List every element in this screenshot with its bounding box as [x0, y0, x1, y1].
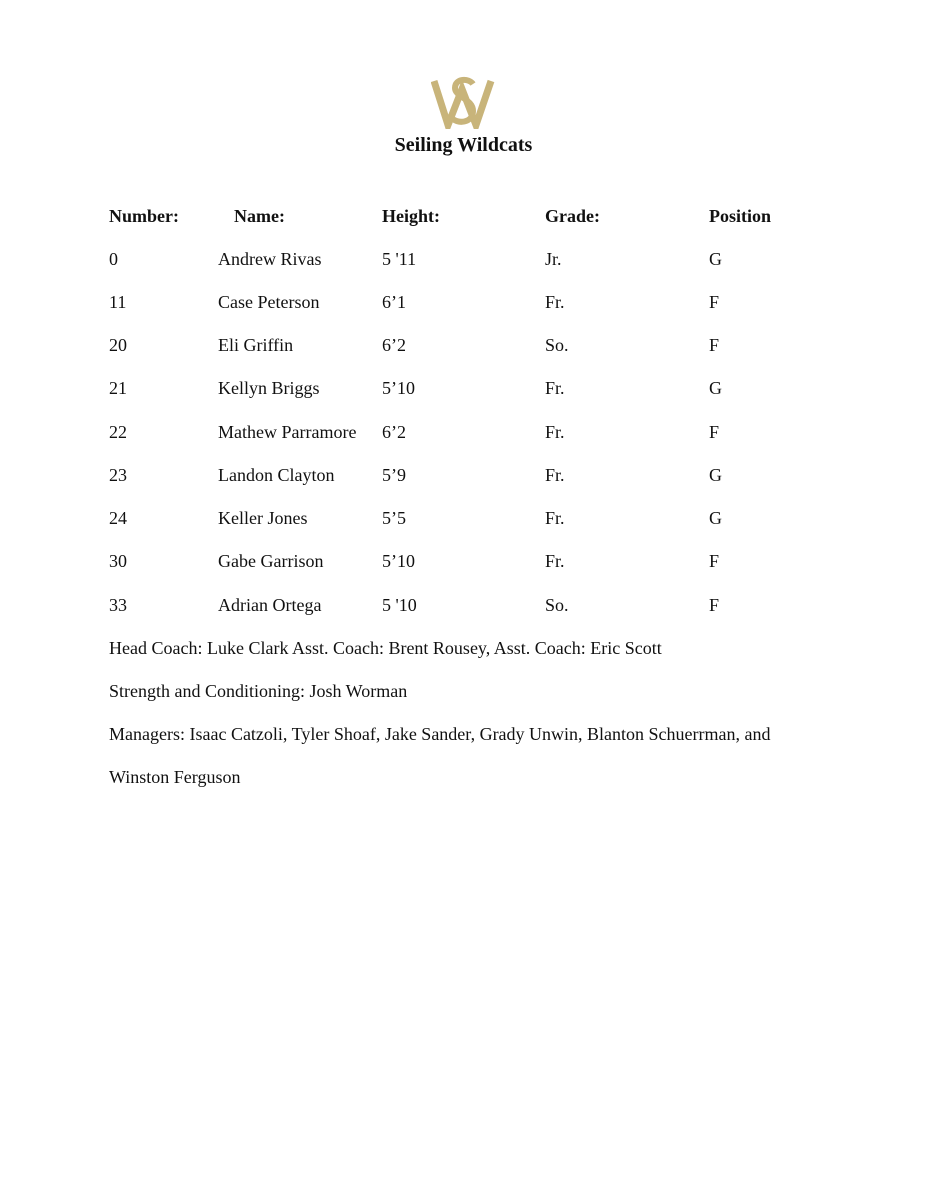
header-position: Position: [709, 206, 772, 226]
player-number: 11: [109, 292, 127, 312]
player-position: F: [709, 422, 720, 442]
header-number: Number:: [109, 206, 179, 226]
player-number: 23: [109, 465, 127, 485]
player-height: 5 '10: [382, 595, 417, 615]
player-number: 33: [109, 595, 127, 615]
player-position: F: [709, 595, 720, 615]
page-title: Seiling Wildcats: [394, 134, 533, 156]
player-grade: Fr.: [545, 465, 565, 485]
header-grade: Grade:: [545, 206, 600, 226]
player-grade: Fr.: [545, 422, 565, 442]
player-grade: So.: [545, 335, 569, 355]
player-name: Eli Griffin: [218, 335, 294, 355]
header-name: Name:: [234, 206, 285, 226]
player-grade: Jr.: [545, 249, 562, 269]
player-number: 0: [109, 249, 118, 269]
player-grade: So.: [545, 595, 569, 615]
player-position: G: [709, 378, 722, 398]
managers-line-continued: Winston Ferguson: [109, 767, 241, 787]
player-number: 22: [109, 422, 127, 442]
player-position: F: [709, 292, 720, 312]
player-name: Adrian Ortega: [218, 595, 322, 615]
player-height: 6’2: [382, 422, 406, 442]
player-name: Gabe Garrison: [218, 551, 324, 571]
player-position: F: [709, 551, 720, 571]
player-grade: Fr.: [545, 551, 565, 571]
player-height: 5’5: [382, 508, 406, 528]
player-grade: Fr.: [545, 508, 565, 528]
player-number: 21: [109, 378, 127, 398]
player-position: G: [709, 249, 722, 269]
player-height: 6’1: [382, 292, 406, 312]
player-height: 5’10: [382, 551, 415, 571]
player-name: Landon Clayton: [218, 465, 335, 485]
managers-line: Managers: Isaac Catzoli, Tyler Shoaf, Jake Sander, Grady Unwin, Blanton Schuerrman, and: [109, 724, 771, 744]
player-name: Case Peterson: [218, 292, 320, 312]
player-height: 5’10: [382, 378, 415, 398]
header-height: Height:: [382, 206, 440, 226]
player-grade: Fr.: [545, 292, 565, 312]
player-position: G: [709, 508, 722, 528]
player-number: 24: [109, 508, 127, 528]
player-number: 20: [109, 335, 127, 355]
player-grade: Fr.: [545, 378, 565, 398]
player-position: F: [709, 335, 720, 355]
player-number: 30: [109, 551, 127, 571]
player-name: Kellyn Briggs: [218, 378, 320, 398]
player-name: Mathew Parramore: [218, 422, 357, 442]
player-name: Andrew Rivas: [218, 249, 322, 269]
player-height: 5’9: [382, 465, 406, 485]
player-height: 6’2: [382, 335, 406, 355]
strength-conditioning-line: Strength and Conditioning: Josh Worman: [109, 681, 408, 701]
player-height: 5 '11: [382, 249, 417, 269]
coaches-line: Head Coach: Luke Clark Asst. Coach: Brent Rousey, Asst. Coach: Eric Scott: [109, 638, 662, 658]
player-name: Keller Jones: [218, 508, 308, 528]
player-position: G: [709, 465, 722, 485]
team-logo: [431, 75, 495, 129]
